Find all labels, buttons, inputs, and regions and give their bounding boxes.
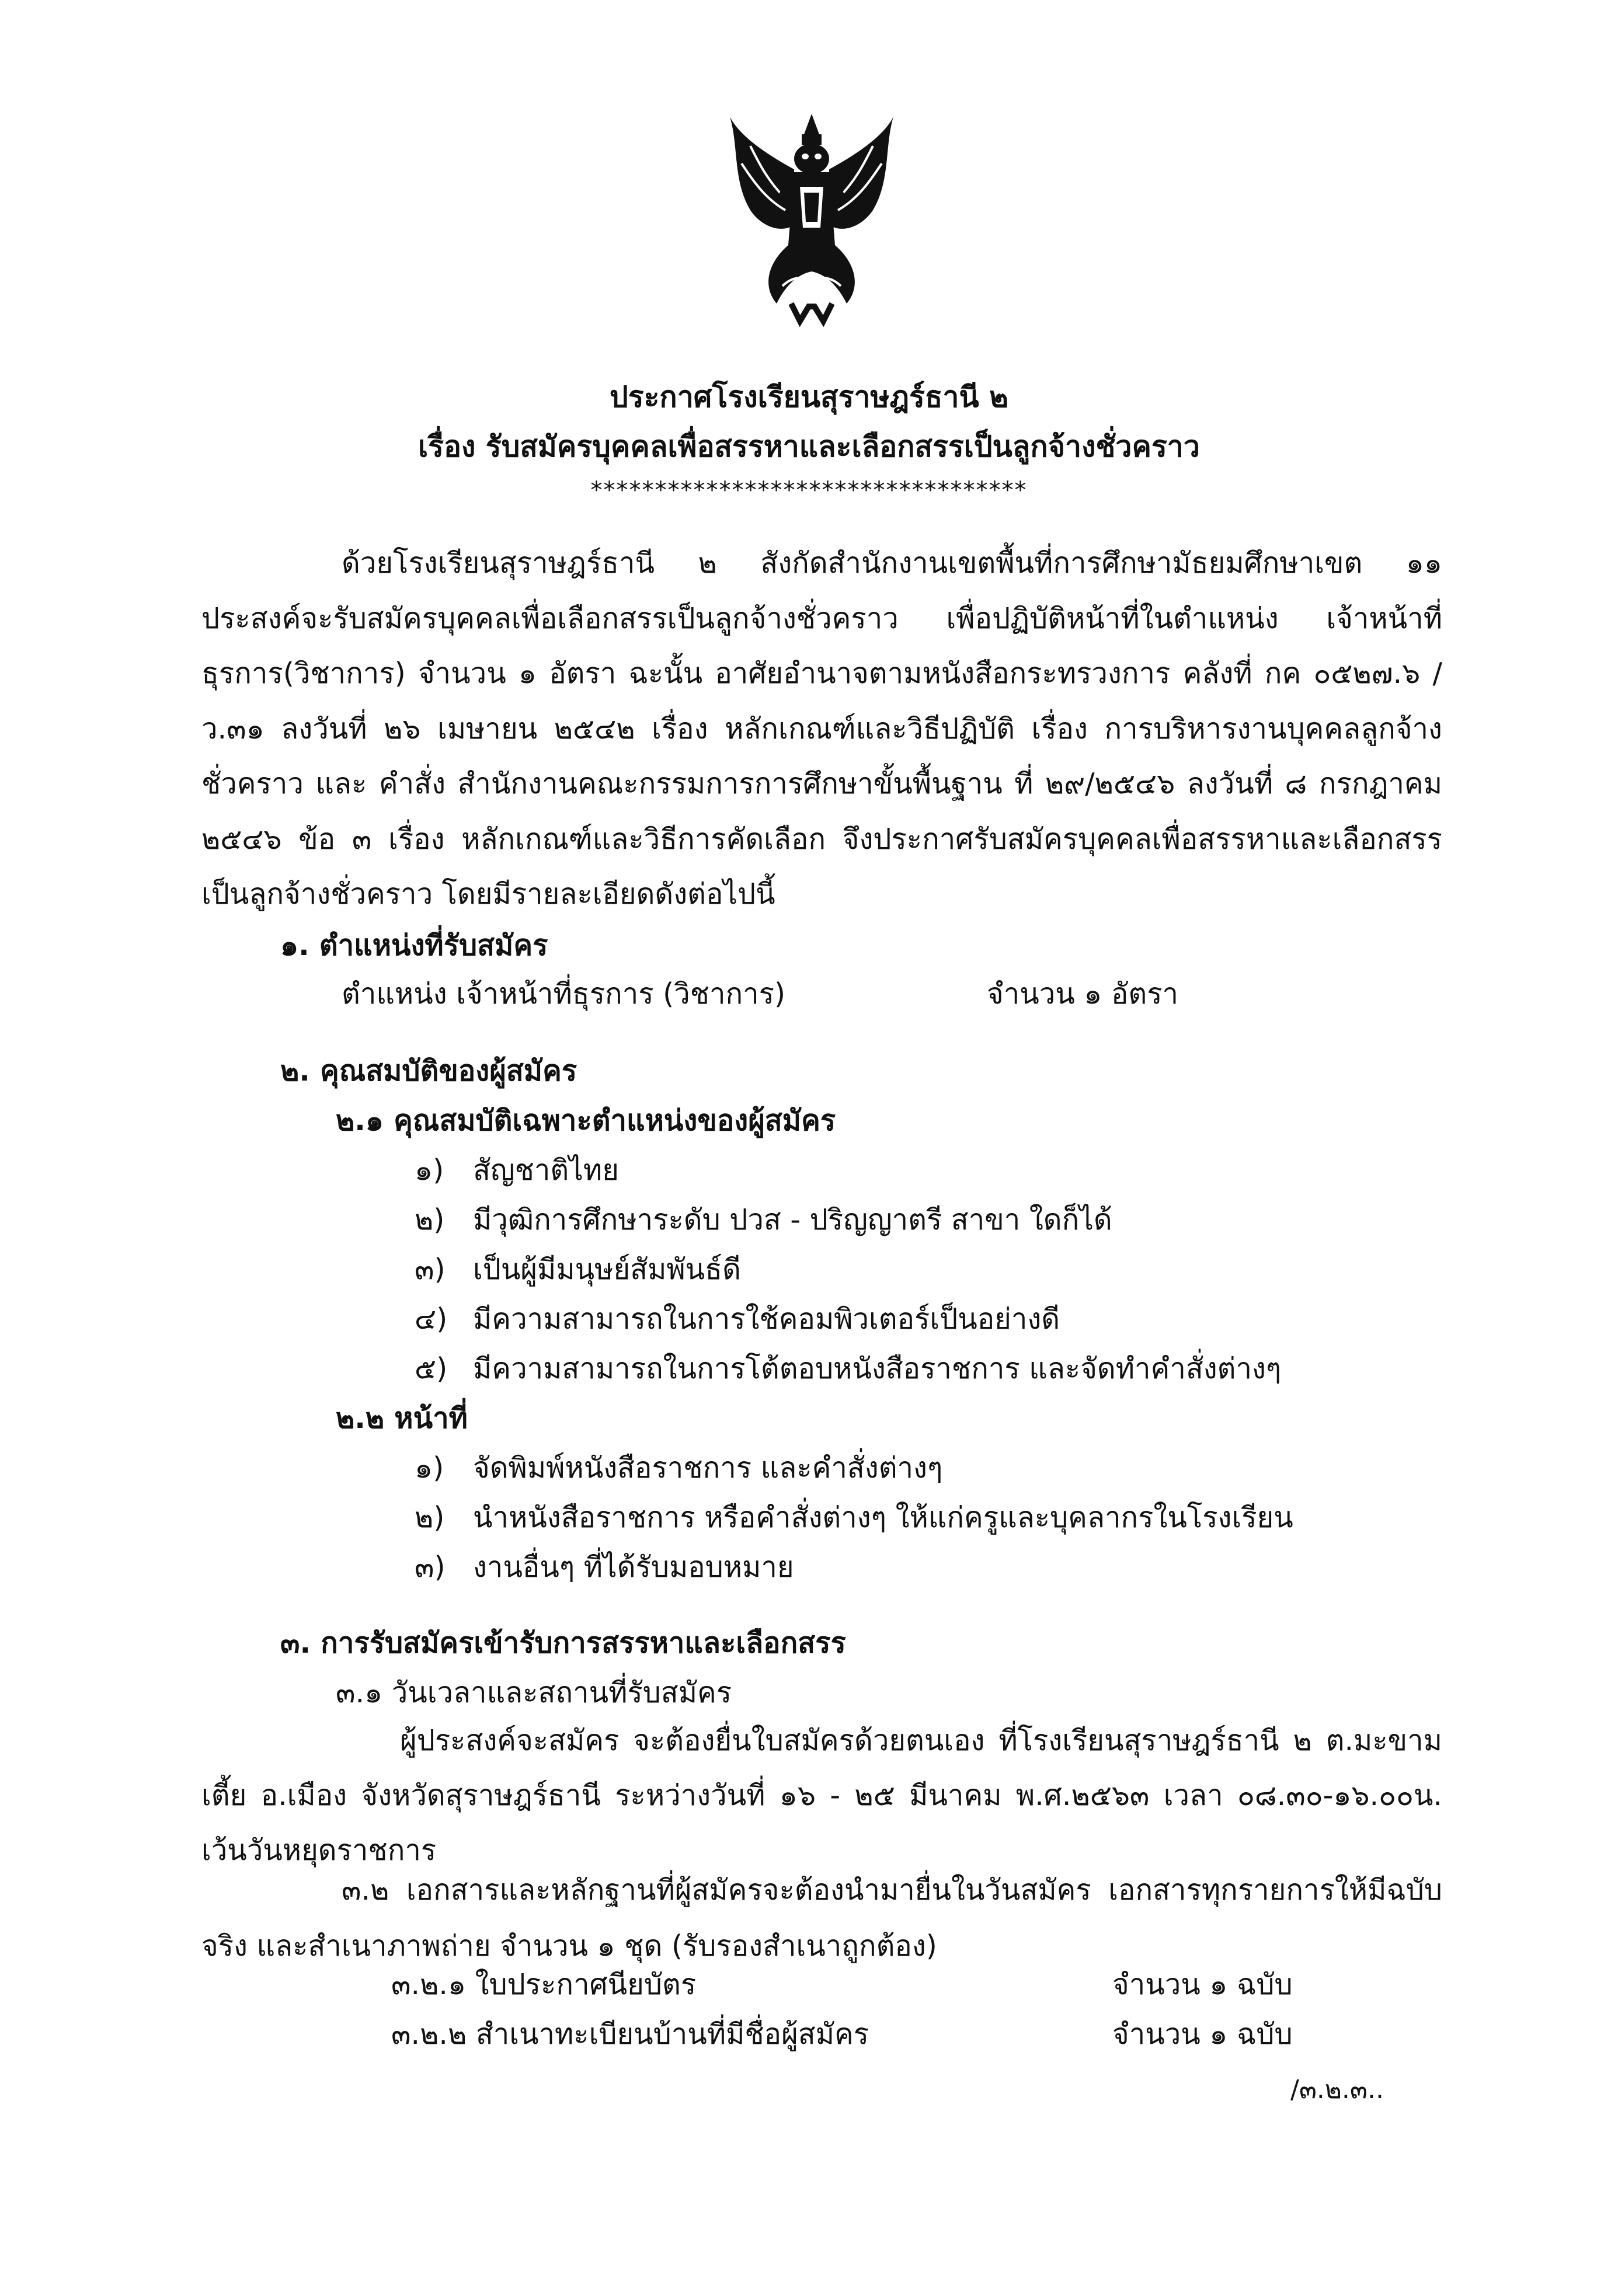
document-item: ๓.๒.๒ สำเนาทะเบียนบ้านที่มีชื่อผู้สมัคร (391, 2018, 869, 2051)
document-count: จำนวน ๑ ฉบับ (1112, 2018, 1293, 2051)
qualification-item: มีความสามารถในการโต้ตอบหนังสือราชการ และจัดทำคำสั่งต่างๆ (473, 1352, 1282, 1385)
section-3-heading: ๓. การรับสมัครเข้ารับการสรรหาและเลือกสรร (280, 1626, 846, 1660)
garuda-emblem-icon (727, 111, 896, 327)
section-2-2-heading: ๒.๒ หน้าที่ (336, 1402, 468, 1435)
section-2-1-heading: ๒.๑ คุณสมบัติเฉพาะตำแหน่งของผู้สมัคร (336, 1104, 836, 1137)
qualification-num: ๒) (415, 1203, 445, 1236)
section-2-heading: ๒. คุณสมบัติของผู้สมัคร (280, 1054, 577, 1088)
duty-num: ๒) (415, 1501, 445, 1534)
title-separator: ********************************** (590, 477, 1028, 504)
qualification-item: สัญชาติไทย (473, 1154, 619, 1187)
announcement-subject: เรื่อง รับสมัครบุคคลเพื่อสรรหาและเลือกสรรเป็นลูกจ้างชั่วคราว (418, 430, 1200, 464)
intro-paragraph: ด้วยโรงเรียนสุราษฎร์ธานี ๒ สังกัดสำนักงานเขตพื้นที่การศึกษามัธยมศึกษาเขต ๑๑ ประสงค์จะรับสมัครบุคคลเพื่อเลือกสรรเป็นลูกจ้างชั่วคราว เพื่อปฏิบัติหน้าที่ในตำแหน่ง เจ้าหน้าที่ธุรการ(วิชาการ) จำนวน ๑ อัตรา ฉะนั้น อาศัยอำนาจตามหนังสือกระทรวงการ คลังที่ กค ๐๕๒๗.๖ /ว.๓๑ ลงวันที่ ๒๖ เมษายน ๒๕๔๒ เรื่อง หลักเกณฑ์และวิธีปฏิบัติ เรื่อง การบริหารงานบุคคลลูกจ้างชั่วคราว และ คำสั่ง สำนักงานคณะกรรมการการศึกษาขั้นพื้นฐาน ที่ ๒๙/๒๕๔๖ ลงวันที่ ๘ กรกฎาคม ๒๕๔๖ ข้อ ๓ เรื่อง หลักเกณฑ์และวิธีการคัดเลือก จึงประกาศรับสมัครบุคคลเพื่อสรรหาและเลือกสรรเป็นลูกจ้างชั่วคราว โดยมีรายละเอียดดังต่อไปนี้ (201, 546, 1442, 911)
qualification-item: มีความสามารถในการใช้คอมพิวเตอร์เป็นอย่างดี (473, 1302, 1060, 1336)
qualification-num: ๓) (415, 1253, 446, 1286)
page-continuation: /๓.๒.๓.. (1290, 2075, 1384, 2105)
qualification-num: ๑) (415, 1154, 444, 1187)
document-count: จำนวน ๑ ฉบับ (1112, 1968, 1293, 2001)
duty-num: ๑) (415, 1451, 444, 1485)
qualification-num: ๔) (415, 1302, 448, 1336)
duty-item: งานอื่นๆ ที่ได้รับมอบหมาย (473, 1551, 794, 1584)
section-3-1-heading: ๓.๑ วันเวลาและสถานที่รับสมัคร (336, 1676, 732, 1709)
qualification-item: เป็นผู้มีมนุษย์สัมพันธ์ดี (473, 1253, 741, 1286)
duty-item: จัดพิมพ์หนังสือราชการ และคำสั่งต่างๆ (473, 1451, 943, 1485)
application-period-paragraph: ผู้ประสงค์จะสมัคร จะต้องยื่นใบสมัครด้วยตนเอง ที่โรงเรียนสุราษฎร์ธานี ๒ ต.มะขามเตี้ย อ.เมือง จังหวัดสุราษฎร์ธานี ระหว่างวันที่ ๑๖ - ๒๕ มีนาคม พ.ศ.๒๕๖๓ เวลา ๐๘.๓๐-๑๖.๐๐น. เว้นวันหยุดราชการ (201, 1724, 1442, 1867)
qualification-item: มีวุฒิการศึกษาระดับ ปวส - ปริญญาตรี สาขา ใดก็ได้ (473, 1203, 1112, 1236)
duty-item: นำหนังสือราชการ หรือคำสั่งต่างๆ ให้แก่ครูและบุคลากรในโรงเรียน (473, 1501, 1293, 1534)
qualification-num: ๕) (415, 1352, 448, 1385)
position-count: จำนวน ๑ อัตรา (987, 977, 1179, 1011)
duty-num: ๓) (415, 1551, 446, 1584)
section-1-heading: ๑. ตำแหน่งที่รับสมัคร (280, 929, 548, 962)
required-documents-paragraph: ๓.๒ เอกสารและหลักฐานที่ผู้สมัครจะต้องนำมายื่นในวันสมัคร เอกสารทุกรายการให้มีฉบับจริง และสำเนาภาพถ่าย จำนวน ๑ ชุด (รับรองสำเนาถูกต้อง) (201, 1873, 1442, 1963)
document-item: ๓.๒.๑ ใบประกาศนียบัตร (391, 1968, 697, 2001)
announcement-title: ประกาศโรงเรียนสุราษฎร์ธานี ๒ (609, 380, 1009, 414)
position-label: ตำแหน่ง เจ้าหน้าที่ธุรการ (วิชาการ) (342, 977, 786, 1011)
